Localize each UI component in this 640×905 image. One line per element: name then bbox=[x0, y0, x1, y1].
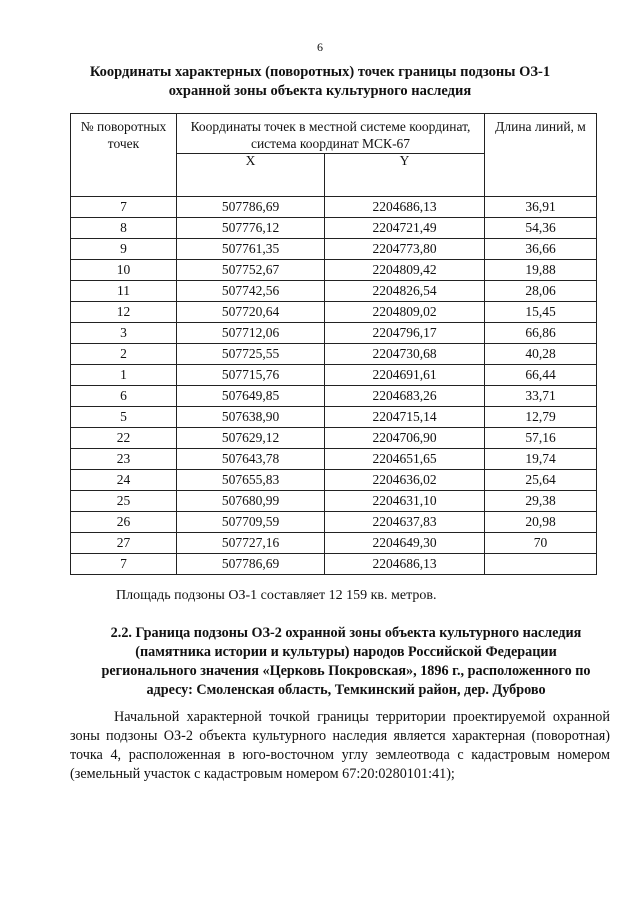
cell-length: 19,88 bbox=[485, 260, 597, 281]
cell-x: 507712,06 bbox=[177, 323, 325, 344]
cell-x: 507752,67 bbox=[177, 260, 325, 281]
cell-length: 28,06 bbox=[485, 281, 597, 302]
table-row bbox=[71, 449, 597, 470]
cell-point: 23 bbox=[71, 449, 177, 470]
cell-length: 57,16 bbox=[485, 428, 597, 449]
cell-x: 507715,76 bbox=[177, 365, 325, 386]
table-row bbox=[71, 281, 597, 302]
cell-point: 24 bbox=[71, 470, 177, 491]
cell-point: 5 bbox=[71, 407, 177, 428]
cell-y: 2204683,26 bbox=[325, 386, 485, 407]
table-row bbox=[71, 239, 597, 260]
cell-x: 507649,85 bbox=[177, 386, 325, 407]
table-row bbox=[71, 470, 597, 491]
cell-x: 507655,83 bbox=[177, 470, 325, 491]
cell-x: 507786,69 bbox=[177, 554, 325, 575]
cell-point: 26 bbox=[71, 512, 177, 533]
cell-point: 8 bbox=[71, 218, 177, 239]
cell-length: 36,91 bbox=[485, 197, 597, 218]
cell-point: 9 bbox=[71, 239, 177, 260]
cell-point: 6 bbox=[71, 386, 177, 407]
cell-y: 2204826,54 bbox=[325, 281, 485, 302]
body-paragraph: Начальной характерной точкой границы территории проектируемой охранной зоны подзоны ОЗ-2 объекта культурного наследия является характерная (поворотная) точка 4, расположенная в юго-восточном углу землеотвода с кадастровым номером (земельный участок с кадастровым номером 67:20:0280101:41); bbox=[70, 709, 610, 782]
cell-y: 2204715,14 bbox=[325, 407, 485, 428]
cell-point: 2 bbox=[71, 344, 177, 365]
cell-y: 2204730,68 bbox=[325, 344, 485, 365]
table-row bbox=[71, 365, 597, 386]
cell-point: 1 bbox=[71, 365, 177, 386]
cell-y: 2204686,13 bbox=[325, 554, 485, 575]
cell-point: 11 bbox=[71, 281, 177, 302]
header-line-length: Длина линий, м bbox=[485, 114, 597, 197]
table-row bbox=[71, 302, 597, 323]
cell-y: 2204773,80 bbox=[325, 239, 485, 260]
cell-point: 10 bbox=[71, 260, 177, 281]
table-row bbox=[71, 260, 597, 281]
cell-x: 507727,16 bbox=[177, 533, 325, 554]
cell-point: 7 bbox=[71, 197, 177, 218]
cell-y: 2204637,83 bbox=[325, 512, 485, 533]
cell-y: 2204809,42 bbox=[325, 260, 485, 281]
cell-length: 12,79 bbox=[485, 407, 597, 428]
cell-point: 25 bbox=[71, 491, 177, 512]
cell-point: 7 bbox=[71, 554, 177, 575]
cell-y: 2204631,10 bbox=[325, 491, 485, 512]
table-row bbox=[71, 197, 597, 218]
cell-x: 507629,12 bbox=[177, 428, 325, 449]
table-row bbox=[71, 491, 597, 512]
cell-point: 22 bbox=[71, 428, 177, 449]
cell-length: 33,71 bbox=[485, 386, 597, 407]
cell-y: 2204809,02 bbox=[325, 302, 485, 323]
table-row bbox=[71, 344, 597, 365]
cell-x: 507725,55 bbox=[177, 344, 325, 365]
cell-y: 2204686,13 bbox=[325, 197, 485, 218]
cell-y: 2204636,02 bbox=[325, 470, 485, 491]
cell-length: 19,74 bbox=[485, 449, 597, 470]
table-title: Координаты характерных (поворотных) точек границы подзоны ОЗ-1 охранной зоны объекта культурного наследия bbox=[89, 64, 551, 99]
cell-y: 2204691,61 bbox=[325, 365, 485, 386]
section-heading: 2.2. Граница подзоны ОЗ-2 охранной зоны объекта культурного наследия (памятника истории и культуры) народов Российской Федерации регионального значения «Церковь Покровская», 1896 г., расположенного по адресу: Смоленская область, Темкинский район, дер. Дуброво bbox=[101, 625, 591, 698]
cell-length: 54,36 bbox=[485, 218, 597, 239]
table-row bbox=[71, 554, 597, 575]
cell-y: 2204796,17 bbox=[325, 323, 485, 344]
cell-y: 2204721,49 bbox=[325, 218, 485, 239]
cell-length: 29,38 bbox=[485, 491, 597, 512]
table-row bbox=[71, 533, 597, 554]
cell-x: 507709,59 bbox=[177, 512, 325, 533]
cell-x: 507761,35 bbox=[177, 239, 325, 260]
cell-length: 20,98 bbox=[485, 512, 597, 533]
cell-point: 12 bbox=[71, 302, 177, 323]
cell-length: 15,45 bbox=[485, 302, 597, 323]
table-row bbox=[71, 218, 597, 239]
header-y: Y bbox=[325, 154, 485, 197]
cell-y: 2204651,65 bbox=[325, 449, 485, 470]
cell-length bbox=[485, 554, 597, 575]
area-statement: Площадь подзоны ОЗ-1 составляет 12 159 кв. метров. bbox=[116, 588, 437, 603]
cell-x: 507638,90 bbox=[177, 407, 325, 428]
table-row bbox=[71, 386, 597, 407]
table-row bbox=[71, 512, 597, 533]
cell-x: 507643,78 bbox=[177, 449, 325, 470]
table-row bbox=[71, 407, 597, 428]
table-row bbox=[71, 428, 597, 449]
cell-x: 507742,56 bbox=[177, 281, 325, 302]
cell-x: 507776,12 bbox=[177, 218, 325, 239]
cell-length: 40,28 bbox=[485, 344, 597, 365]
page-number: 6 bbox=[317, 40, 323, 54]
cell-length: 70 bbox=[485, 533, 597, 554]
cell-x: 507680,99 bbox=[177, 491, 325, 512]
cell-length: 66,86 bbox=[485, 323, 597, 344]
coordinates-table bbox=[70, 113, 597, 575]
header-coordinate-system: Координаты точек в местной системе координат, система координат МСК-67 bbox=[177, 114, 485, 154]
header-x: X bbox=[177, 154, 325, 197]
cell-length: 25,64 bbox=[485, 470, 597, 491]
cell-point: 27 bbox=[71, 533, 177, 554]
cell-length: 36,66 bbox=[485, 239, 597, 260]
cell-y: 2204706,90 bbox=[325, 428, 485, 449]
cell-length: 66,44 bbox=[485, 365, 597, 386]
table-row bbox=[71, 323, 597, 344]
cell-x: 507720,64 bbox=[177, 302, 325, 323]
cell-point: 3 bbox=[71, 323, 177, 344]
cell-y: 2204649,30 bbox=[325, 533, 485, 554]
cell-x: 507786,69 bbox=[177, 197, 325, 218]
header-point-number: № поворотных точек bbox=[71, 114, 177, 197]
